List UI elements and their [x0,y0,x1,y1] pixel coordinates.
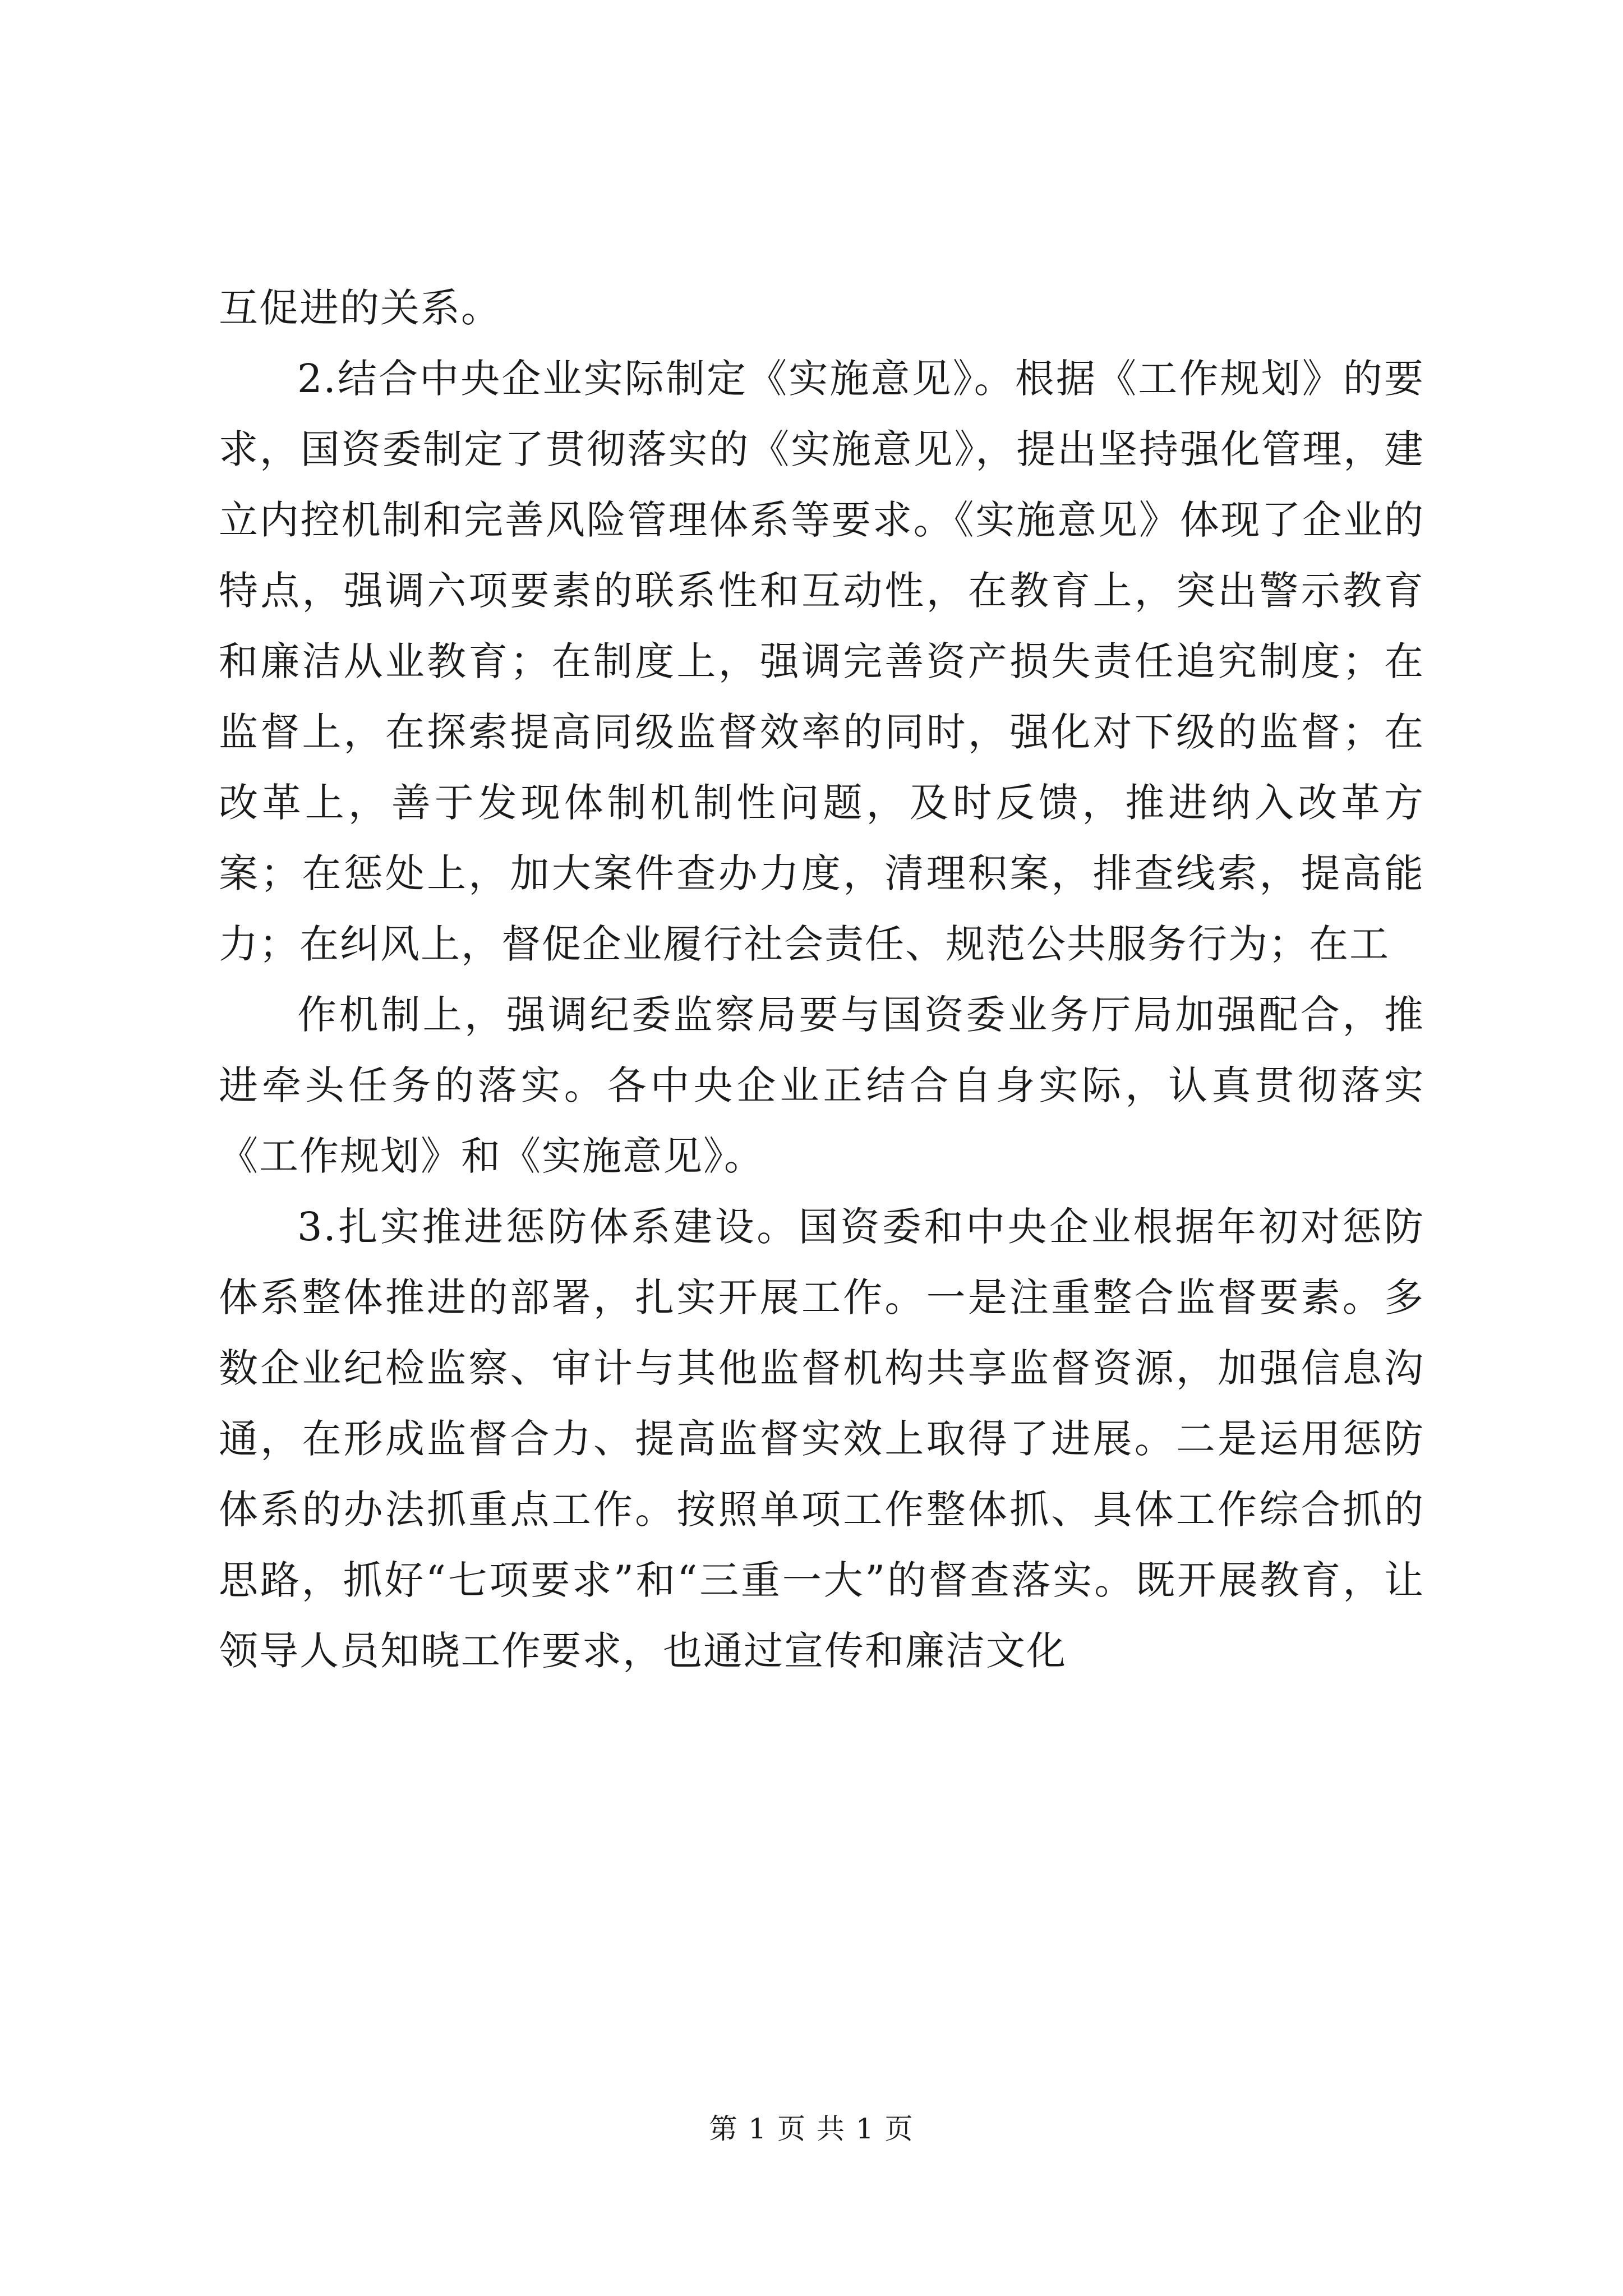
paragraph-section-2: 2.结合中央企业实际制定《实施意见》。根据《工作规划》的要求，国资委制定了贯彻落实的《实施意见》，提出坚持强化管理，建立内控机制和完善风险管理体系等要求。《实施意见》体现了企业的特点，强调六项要素的联系性和互动性，在教育上，突出警示教育和廉洁从业教育；在制度上，强调完善资产损失责任追究制度；在监督上，在探索提高同级监督效率的同时，强化对下级的监督；在改革上，善于发现体制机制性问题，及时反馈，推进纳入改革方案；在惩处上，加大案件查办力度，清理积案，排查线索，提高能力；在纠风上，督促企业履行社会责任、规范公共服务行为；在工 [219,356,1424,967]
page-footer: 第 1 页 共 1 页 [709,2113,914,2145]
document-body [219,273,1424,1686]
paragraph-work-mechanism: 作机制上，强调纪委监察局要与国资委业务厅局加强配合，推进牵头任务的落实。各中央企业正结合自身实际，认真贯彻落实《工作规划》和《实施意见》。 [219,992,1424,1179]
paragraph-section-3: 3.扎实推进惩防体系建设。国资委和中央企业根据年初对惩防体系整体推进的部署，扎实开展工作。一是注重整合监督要素。多数企业纪检监察、审计与其他监督机构共享监督资源，加强信息沟通，在形成监督合力、提高监督实效上取得了进展。二是运用惩防体系的办法抓重点工作。按照单项工作整体抓、具体工作综合抓的思路，抓好“七项要求”和“三重一大”的督查落实。既开展教育，让领导人员知晓工作要求，也通过宣传和廉洁文化 [219,1204,1424,1674]
paragraph-continuation: 互促进的关系。 [219,285,501,331]
